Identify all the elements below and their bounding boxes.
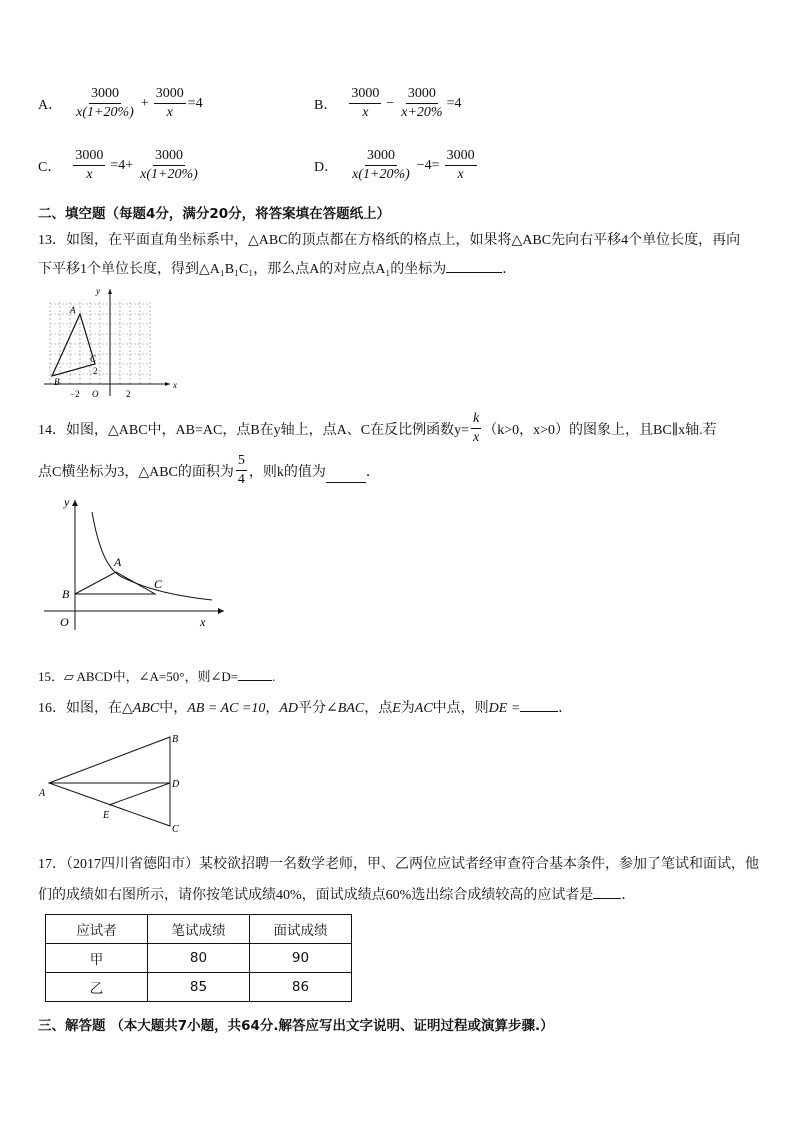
table-cell: 乙	[46, 973, 148, 1002]
option-b	[314, 86, 461, 121]
q14-hyperbola	[92, 512, 212, 600]
option-c-label: C．	[38, 159, 62, 175]
option-b-fraction-2: $\frac{3000}{x+20\%}$	[401, 86, 443, 120]
q17-line-1: 17．（2017四川省德阳市）某校欲招聘一名数学老师，甲、乙两位应试者经审查符合基本条件，参加了笔试和面试，他	[38, 857, 759, 872]
option-d-middle: −4=	[416, 157, 440, 173]
option-d-label: D．	[314, 159, 339, 175]
table-header-cell: 笔试成绩	[148, 915, 250, 944]
option-b-label: B．	[314, 97, 338, 113]
q13-line-1: 13．如图，在平面直角坐标系中，△ABC的顶点都在方格纸的格点上，如果将△ABC先向右平移4个单位长度，再向	[38, 233, 741, 248]
q16-triangle-abc	[49, 737, 170, 826]
option-a-fraction-2: $\frac{3000}{x}$	[155, 86, 184, 120]
q16-segment-de	[109, 783, 170, 805]
q16-point-e: E	[103, 810, 110, 821]
option-a-operator: +	[140, 95, 149, 111]
q13-tick-neg2: −2	[70, 389, 80, 399]
section-2-heading: 二、填空题（每题4分，满分20分，将答案填在答题纸上）	[38, 206, 391, 222]
option-d-fraction-2: $\frac{3000}{x}$	[446, 148, 475, 182]
q14-y-label: y	[64, 495, 70, 509]
option-d-fraction-1: $\frac{3000}{x(1+20\%)}$	[352, 148, 410, 182]
q13-point-c: C	[90, 354, 97, 364]
q13-point-a: A	[70, 305, 76, 315]
q17-line-2: 们的成绩如右图所示，请你按笔试成绩40%，面试成绩点60%选出综合成绩较高的应试者是 ．	[38, 888, 636, 903]
table-cell: 85	[148, 973, 250, 1002]
table-header-row	[46, 915, 352, 944]
option-c-middle: =4+	[110, 157, 134, 173]
q13-answer-blank	[446, 272, 502, 273]
section-3-heading: 三、解答题 （本大题共7小题，共64分.解答应写出文字说明、证明过程或演算步骤.）	[38, 1018, 554, 1034]
q13-line-2: 下平移1个单位长度，得到△A₁B₁C₁，那么点A的对应点A₁的坐标为 ．	[38, 262, 517, 277]
q13-triangle-abc	[52, 314, 95, 376]
option-c-fraction-2: $\frac{3000}{x(1+20\%)}$	[140, 148, 198, 182]
q14-line-2: 点C横坐标为3，△ABC的面积为 $\frac{5}{4}$ ，则k的值为 ．	[38, 453, 380, 487]
q13-grid-figure	[40, 284, 190, 402]
q14-hyperbola-figure	[44, 492, 234, 632]
table-cell: 80	[148, 944, 250, 973]
q16-point-b: B	[172, 734, 179, 745]
q14-answer-blank	[326, 482, 366, 483]
q14-x-label: x	[200, 615, 206, 629]
option-b-operator: −	[386, 95, 395, 111]
q15-answer-blank	[238, 680, 272, 681]
q14-k-over-x: $\frac{k}{x}$	[473, 411, 480, 445]
q14-point-a: A	[114, 555, 122, 569]
q16-point-d: D	[172, 779, 180, 790]
table-cell: 90	[250, 944, 352, 973]
q14-point-b: B	[62, 587, 70, 601]
q16-point-c: C	[172, 824, 179, 835]
table-cell: 86	[250, 973, 352, 1002]
table-cell: 甲	[46, 944, 148, 973]
q16-line: 16．如图，在△ABC中，AB = AC =10，AD平分∠BAC，点E为AC中点，则DE = ．	[38, 701, 573, 716]
table-header-cell: 应试者	[46, 915, 148, 944]
q13-x-label: x	[173, 380, 177, 390]
option-a-label: A．	[38, 97, 63, 113]
q16-point-a: A	[39, 788, 46, 799]
option-c-fraction-1: $\frac{3000}{x}$	[75, 148, 104, 182]
q14-origin: O	[60, 615, 69, 629]
q17-score-table	[45, 914, 352, 1002]
option-b-fraction-1: $\frac{3000}{x}$	[351, 86, 380, 120]
option-a	[38, 86, 203, 121]
q16-answer-blank	[520, 711, 558, 712]
option-b-rhs: =4	[446, 95, 462, 111]
q16-triangle-figure	[36, 730, 186, 838]
q13-origin: O	[92, 389, 99, 399]
table-row	[46, 944, 352, 973]
q14-area-fraction: $\frac{5}{4}$	[237, 453, 245, 487]
table-row	[46, 973, 352, 1002]
option-c	[38, 148, 202, 183]
option-d	[314, 148, 479, 183]
table-header-cell: 面试成绩	[250, 915, 352, 944]
q13-y-label: y	[96, 286, 100, 296]
q13-tick-y2: 2	[93, 366, 98, 376]
q17-answer-blank	[593, 898, 621, 899]
q13-tick-2: 2	[126, 389, 131, 399]
option-a-rhs: =4	[187, 95, 203, 111]
q14-triangle-abc	[75, 572, 155, 594]
q15-line: 15．▱ ABCD中，∠A=50°，则∠D= .	[38, 669, 276, 684]
q13-point-b: B	[54, 377, 60, 387]
option-a-fraction-1: $\frac{3000}{x(1+20\%)}$	[76, 86, 134, 120]
q14-line-1: 14．如图，△ABC中，AB=AC，点B在y轴上，点A、C在反比例函数y= $\frac{k}{x}$ （k>0，x>0）的图象上，且BC∥x轴.若	[38, 411, 717, 445]
q14-point-c: C	[154, 577, 163, 591]
